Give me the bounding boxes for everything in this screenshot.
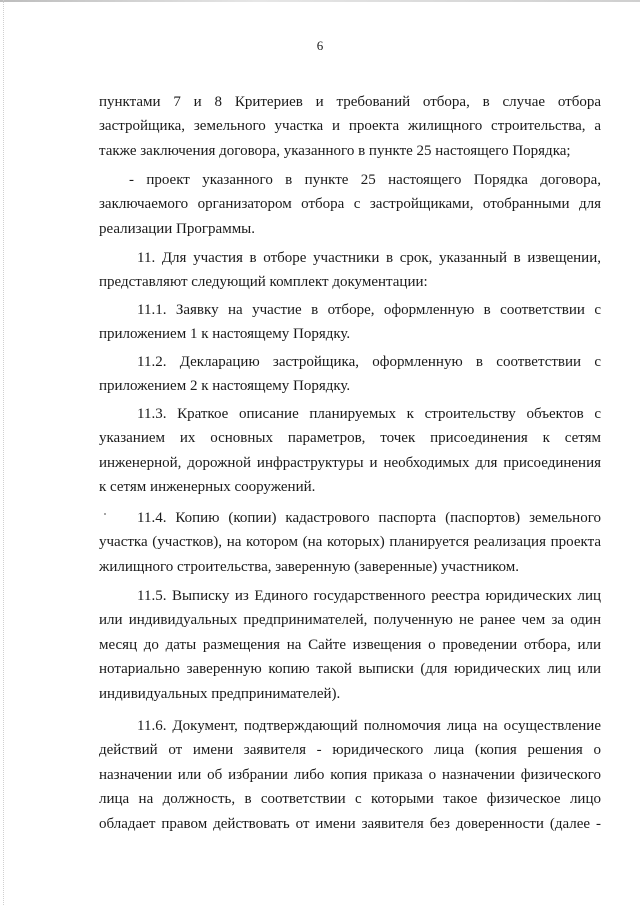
paragraph-item-11-4	[99, 506, 601, 579]
text-line: также заключения договора, указанного в пункте 25 настоящего Порядка;	[99, 142, 571, 159]
text-line: 11.2. Декларацию застройщика, оформленную в соответствии с	[137, 354, 601, 370]
text-line: - проект указанного в пункте 25 настоящего Порядка договора,	[129, 172, 601, 188]
text-line: назначении или об избрании либо копия приказа о назначении физического	[99, 766, 601, 783]
text-line: 11. Для участия в отборе участники в срок, указанный в извещении,	[137, 250, 601, 266]
text-line: 11.6. Документ, подтверждающий полномочия лица на осуществление	[137, 718, 601, 734]
paragraph-item-11-2	[99, 350, 601, 399]
text-line: заключаемого организатором отбора с застройщиками, отобранными для	[99, 196, 601, 213]
text-line: инженерной, дорожной инфраструктуры и необходимых для присоединения	[99, 454, 601, 471]
text-line: участка (участков), на котором (на которых) планируется реализация проекта	[99, 534, 601, 551]
text-line: или индивидуальных предпринимателей, полученную не ранее чем за один	[99, 612, 601, 629]
text-line: приложением 2 к настоящему Порядку.	[99, 378, 351, 395]
scan-edge-top	[0, 0, 640, 2]
text-line: индивидуальных предпринимателей).	[99, 685, 341, 702]
text-line: 11.5. Выписку из Единого государственного реестра юридических лиц	[137, 588, 601, 604]
text-line: лица на должность, в соответствии с которыми такое физическое лицо	[99, 791, 601, 808]
text-line: застройщика, земельного участка и проекта жилищного строительства, а	[99, 118, 601, 135]
text-line: месяц до даты размещения на Сайте извещения о проведении отбора, или	[99, 636, 601, 653]
paragraph-item-11-3	[99, 402, 601, 500]
paragraph-dash-item	[99, 168, 601, 241]
text-line: жилищного строительства, заверенную (заверенные) участником.	[99, 558, 520, 575]
paragraph-item-11-6	[99, 714, 601, 836]
paragraph-continuation	[99, 90, 601, 163]
text-line: 11.3. Краткое описание планируемых к строительству объектов с	[137, 406, 601, 422]
text-line: представляют следующий комплект документации:	[99, 274, 428, 291]
text-line: 11.1. Заявку на участие в отборе, оформленную в соответствии с	[137, 302, 601, 318]
page-number: 6	[316, 38, 324, 53]
text-line: указанием их основных параметров, точек присоединения к сетям	[99, 430, 601, 447]
text-line: нотариально заверенную копию такой выписки (для юридических лиц или	[99, 661, 601, 678]
text-line: действий от имени заявителя - юридического лица (копия решения о	[99, 742, 601, 759]
text-line: пунктами 7 и 8 Критериев и требований отбора, в случае отбора	[99, 94, 601, 110]
text-line: реализации Программы.	[99, 220, 256, 237]
text-line: 11.4. Копию (копии) кадастрового паспорта (паспортов) земельного	[137, 510, 601, 526]
paragraph-item-11	[99, 246, 601, 295]
text-line: приложением 1 к настоящему Порядку.	[99, 326, 351, 343]
paragraph-item-11-5	[99, 584, 601, 706]
text-line: обладает правом действовать от имени заявителя без доверенности (далее -	[99, 815, 601, 832]
scan-edge-left	[3, 0, 5, 905]
paragraph-item-11-1	[99, 298, 601, 347]
text-line: к сетям инженерных сооружений.	[99, 479, 316, 496]
